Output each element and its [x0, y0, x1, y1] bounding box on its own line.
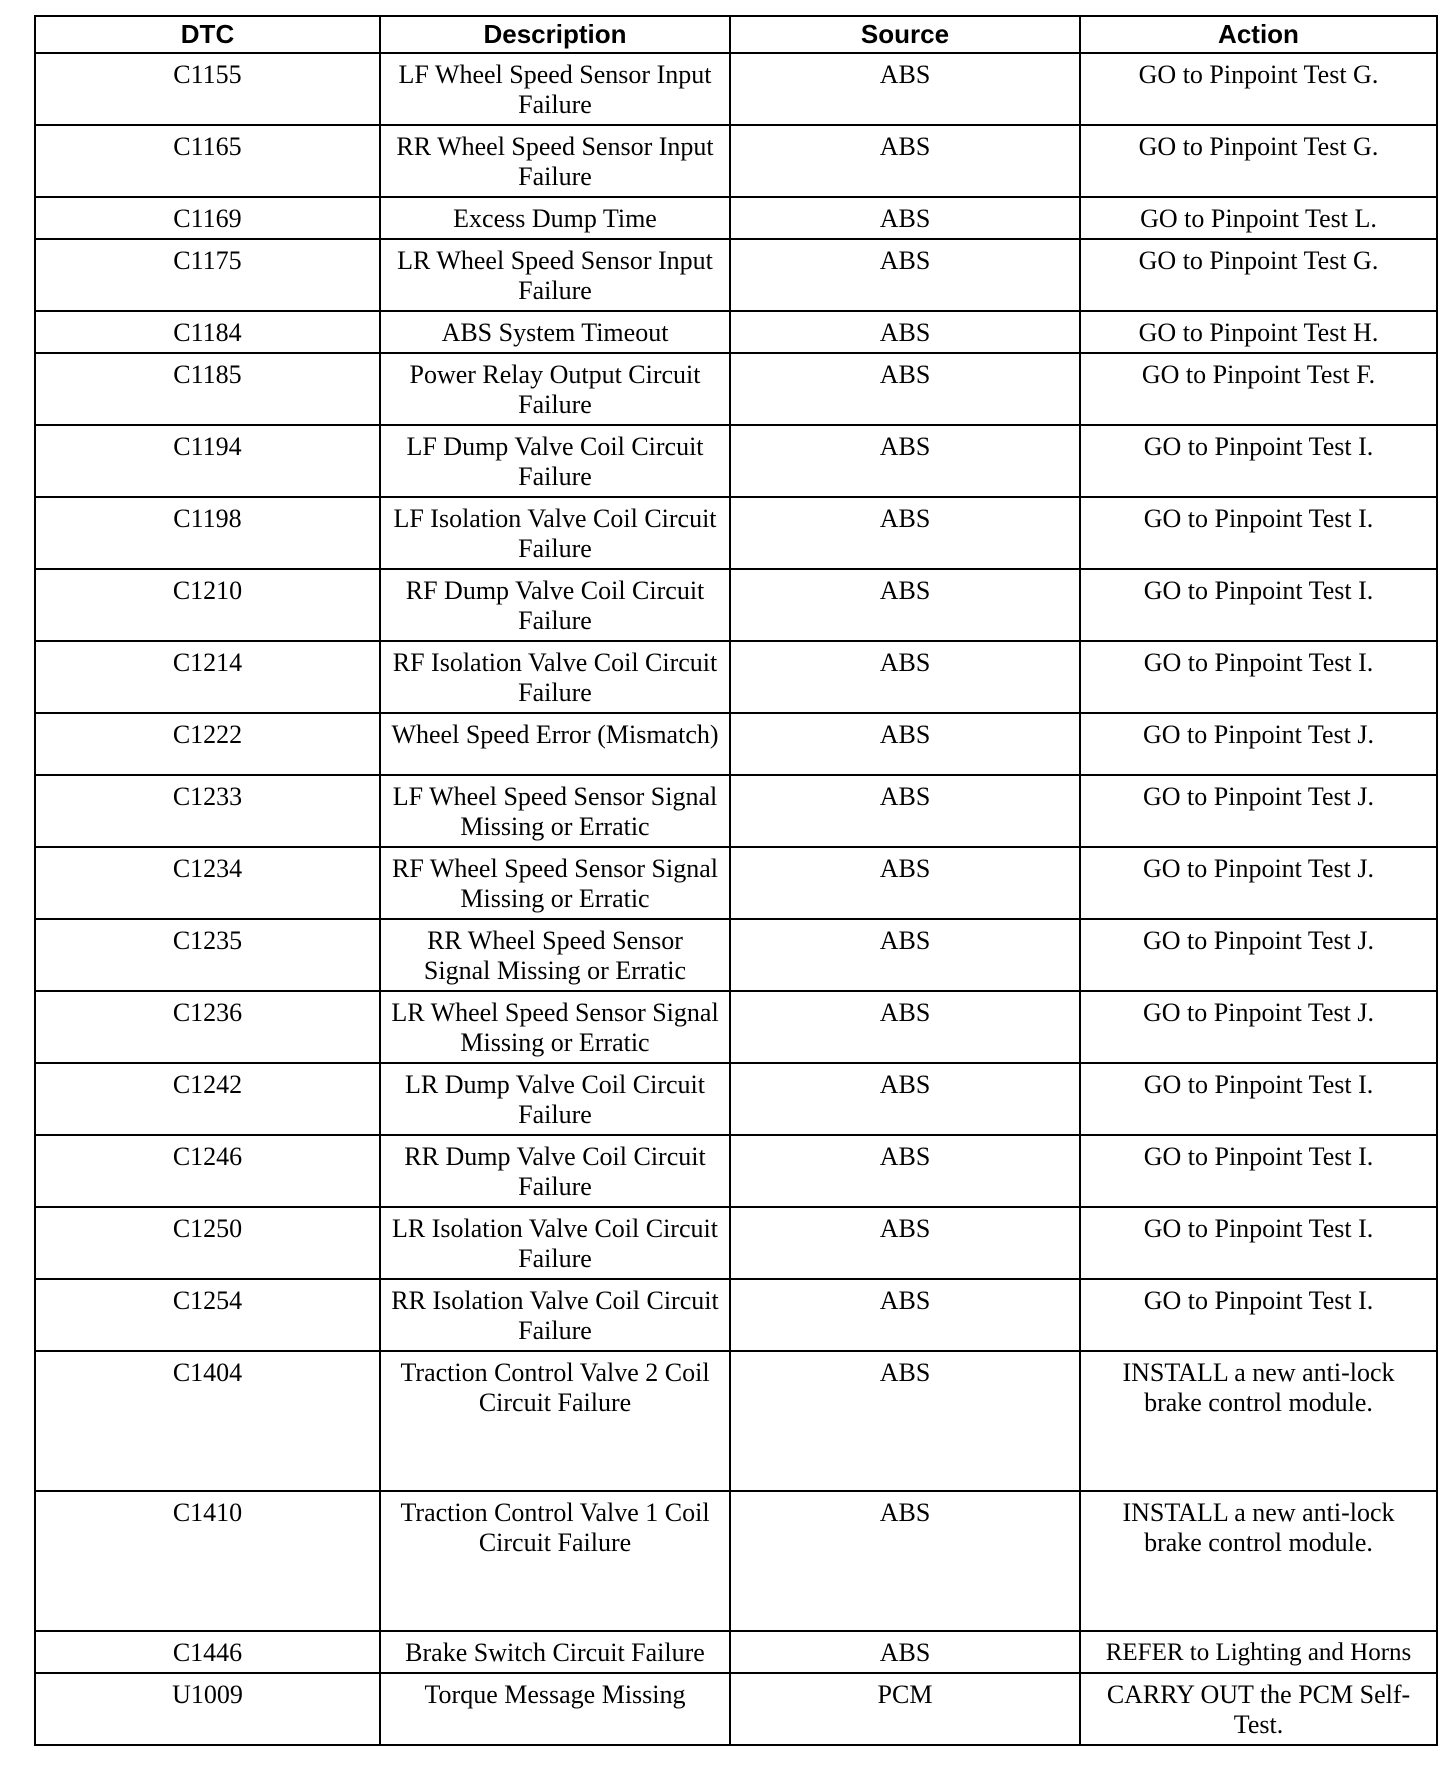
cell-dtc: C1222: [35, 713, 380, 775]
column-header-action: Action: [1080, 16, 1437, 53]
table-row: [35, 1279, 1437, 1351]
cell-description: RF Isolation Valve Coil Circuit Failure: [380, 641, 730, 713]
table-row: [35, 353, 1437, 425]
cell-action: INSTALL a new anti-lock brake control module.: [1080, 1351, 1437, 1491]
table-row: [35, 775, 1437, 847]
cell-dtc: C1410: [35, 1491, 380, 1631]
cell-description: Excess Dump Time: [380, 197, 730, 239]
cell-dtc: C1250: [35, 1207, 380, 1279]
table-row: [35, 1631, 1437, 1673]
table-row: [35, 847, 1437, 919]
cell-source: ABS: [730, 53, 1080, 125]
cell-source: ABS: [730, 1063, 1080, 1135]
cell-source: ABS: [730, 125, 1080, 197]
cell-description: RR Isolation Valve Coil Circuit Failure: [380, 1279, 730, 1351]
cell-description: ABS System Timeout: [380, 311, 730, 353]
cell-source: ABS: [730, 239, 1080, 311]
cell-source: ABS: [730, 311, 1080, 353]
header-row: [35, 16, 1437, 53]
cell-source: ABS: [730, 1279, 1080, 1351]
cell-dtc: C1184: [35, 311, 380, 353]
cell-source: ABS: [730, 353, 1080, 425]
cell-dtc: C1169: [35, 197, 380, 239]
cell-description: RF Dump Valve Coil Circuit Failure: [380, 569, 730, 641]
table-row: [35, 1135, 1437, 1207]
cell-description: RR Dump Valve Coil Circuit Failure: [380, 1135, 730, 1207]
cell-dtc: C1446: [35, 1631, 380, 1673]
cell-dtc: C1194: [35, 425, 380, 497]
cell-dtc: C1185: [35, 353, 380, 425]
cell-dtc: C1236: [35, 991, 380, 1063]
table-row: [35, 991, 1437, 1063]
table-row: [35, 239, 1437, 311]
cell-action: GO to Pinpoint Test J.: [1080, 847, 1437, 919]
cell-action: GO to Pinpoint Test G.: [1080, 239, 1437, 311]
cell-source: ABS: [730, 713, 1080, 775]
cell-action: GO to Pinpoint Test G.: [1080, 125, 1437, 197]
cell-source: ABS: [730, 1207, 1080, 1279]
cell-source: ABS: [730, 1351, 1080, 1491]
cell-dtc: C1254: [35, 1279, 380, 1351]
cell-dtc: C1233: [35, 775, 380, 847]
cell-action: CARRY OUT the PCM Self-Test.: [1080, 1673, 1437, 1745]
cell-dtc: C1404: [35, 1351, 380, 1491]
cell-source: ABS: [730, 569, 1080, 641]
cell-dtc: C1175: [35, 239, 380, 311]
cell-dtc: C1242: [35, 1063, 380, 1135]
cell-action: GO to Pinpoint Test I.: [1080, 497, 1437, 569]
table-row: [35, 641, 1437, 713]
cell-description: LR Wheel Speed Sensor Signal Missing or Erratic: [380, 991, 730, 1063]
cell-dtc: C1234: [35, 847, 380, 919]
cell-action: GO to Pinpoint Test J.: [1080, 919, 1437, 991]
cell-dtc: C1155: [35, 53, 380, 125]
cell-action: GO to Pinpoint Test G.: [1080, 53, 1437, 125]
cell-action: GO to Pinpoint Test I.: [1080, 569, 1437, 641]
table-header: [35, 16, 1437, 53]
cell-description: RF Wheel Speed Sensor Signal Missing or Erratic: [380, 847, 730, 919]
cell-description: Traction Control Valve 1 Coil Circuit Failure: [380, 1491, 730, 1631]
cell-dtc: C1246: [35, 1135, 380, 1207]
cell-action: INSTALL a new anti-lock brake control module.: [1080, 1491, 1437, 1631]
table-row: [35, 919, 1437, 991]
cell-description: LF Isolation Valve Coil Circuit Failure: [380, 497, 730, 569]
cell-description: Brake Switch Circuit Failure: [380, 1631, 730, 1673]
table-row: [35, 1351, 1437, 1491]
cell-description: RR Wheel Speed Sensor Input Failure: [380, 125, 730, 197]
cell-description: Traction Control Valve 2 Coil Circuit Failure: [380, 1351, 730, 1491]
cell-description: LR Dump Valve Coil Circuit Failure: [380, 1063, 730, 1135]
cell-dtc: C1235: [35, 919, 380, 991]
cell-dtc: C1214: [35, 641, 380, 713]
cell-description: LF Wheel Speed Sensor Input Failure: [380, 53, 730, 125]
cell-action: GO to Pinpoint Test I.: [1080, 1279, 1437, 1351]
table-row: [35, 125, 1437, 197]
cell-dtc: C1210: [35, 569, 380, 641]
cell-description: LR Isolation Valve Coil Circuit Failure: [380, 1207, 730, 1279]
cell-action: GO to Pinpoint Test I.: [1080, 641, 1437, 713]
table-row: [35, 197, 1437, 239]
table-row: [35, 1673, 1437, 1745]
cell-dtc: U1009: [35, 1673, 380, 1745]
table-row: [35, 497, 1437, 569]
column-header-description: Description: [380, 16, 730, 53]
table-row: [35, 1491, 1437, 1631]
cell-source: ABS: [730, 775, 1080, 847]
cell-description: LF Dump Valve Coil Circuit Failure: [380, 425, 730, 497]
cell-source: ABS: [730, 641, 1080, 713]
cell-action: GO to Pinpoint Test I.: [1080, 1207, 1437, 1279]
column-header-dtc: DTC: [35, 16, 380, 53]
cell-action: GO to Pinpoint Test I.: [1080, 1063, 1437, 1135]
cell-action: GO to Pinpoint Test L.: [1080, 197, 1437, 239]
cell-action: GO to Pinpoint Test H.: [1080, 311, 1437, 353]
cell-dtc: C1165: [35, 125, 380, 197]
cell-action: REFER to Lighting and Horns: [1080, 1631, 1437, 1673]
table-row: [35, 1207, 1437, 1279]
cell-source: ABS: [730, 991, 1080, 1063]
cell-source: ABS: [730, 847, 1080, 919]
table-body: [35, 53, 1437, 1745]
cell-description: Wheel Speed Error (Mismatch): [380, 713, 730, 775]
cell-source: ABS: [730, 497, 1080, 569]
cell-dtc: C1198: [35, 497, 380, 569]
cell-description: RR Wheel Speed Sensor Signal Missing or Erratic: [380, 919, 730, 991]
cell-action: GO to Pinpoint Test J.: [1080, 775, 1437, 847]
cell-description: Power Relay Output Circuit Failure: [380, 353, 730, 425]
cell-action: GO to Pinpoint Test J.: [1080, 991, 1437, 1063]
cell-description: LF Wheel Speed Sensor Signal Missing or Erratic: [380, 775, 730, 847]
cell-action: GO to Pinpoint Test F.: [1080, 353, 1437, 425]
cell-action: GO to Pinpoint Test J.: [1080, 713, 1437, 775]
table-row: [35, 1063, 1437, 1135]
cell-source: ABS: [730, 919, 1080, 991]
dtc-table: [34, 15, 1438, 1746]
table-row: [35, 53, 1437, 125]
cell-source: ABS: [730, 1135, 1080, 1207]
column-header-source: Source: [730, 16, 1080, 53]
cell-action: GO to Pinpoint Test I.: [1080, 425, 1437, 497]
cell-source: ABS: [730, 197, 1080, 239]
cell-source: ABS: [730, 1631, 1080, 1673]
cell-description: Torque Message Missing: [380, 1673, 730, 1745]
table-row: [35, 569, 1437, 641]
table-row: [35, 311, 1437, 353]
cell-description: LR Wheel Speed Sensor Input Failure: [380, 239, 730, 311]
table-row: [35, 425, 1437, 497]
cell-source: ABS: [730, 425, 1080, 497]
cell-source: PCM: [730, 1673, 1080, 1745]
table-row: [35, 713, 1437, 775]
cell-action: GO to Pinpoint Test I.: [1080, 1135, 1437, 1207]
cell-source: ABS: [730, 1491, 1080, 1631]
